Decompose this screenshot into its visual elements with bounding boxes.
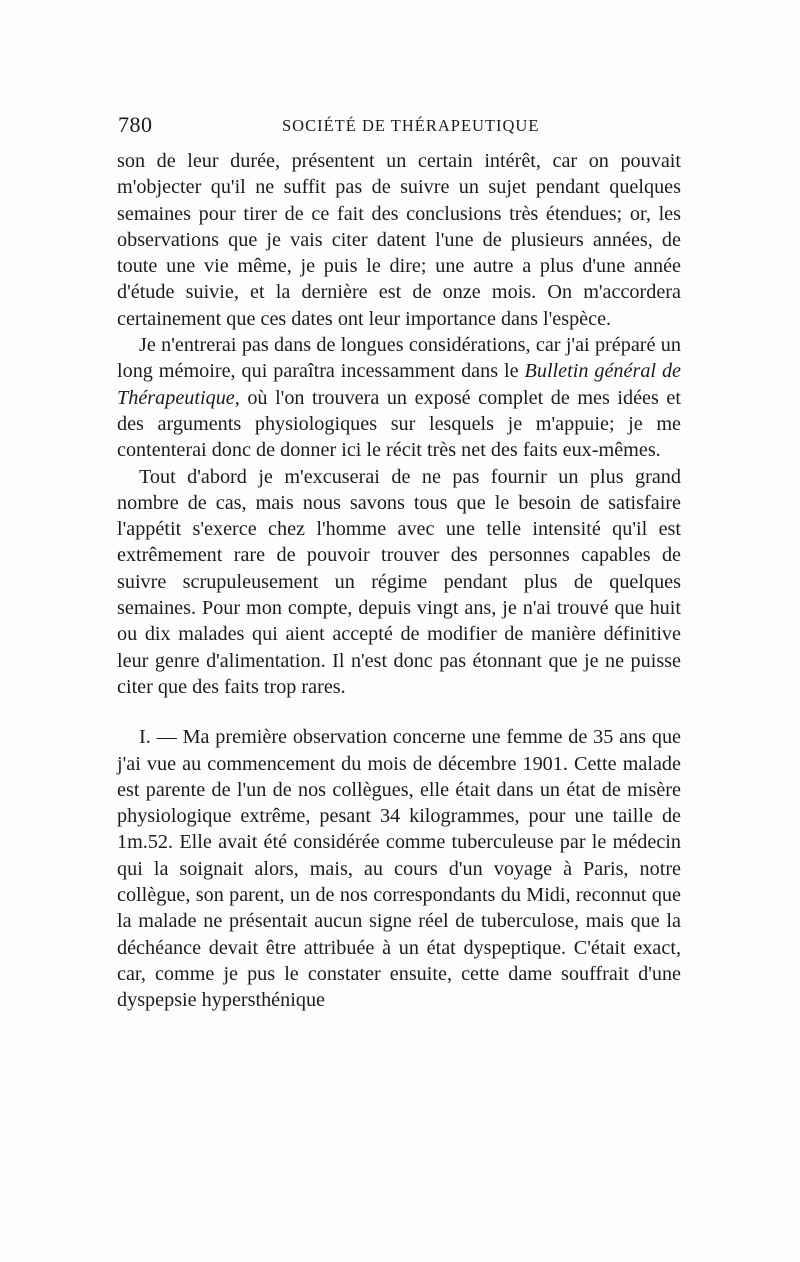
paragraph-excuse: Tout d'abord je m'excuserai de ne pas fournir un plus grand nombre de cas, mais nous savons tous que le besoin de satisfaire l'appétit s'exerce chez l'homme avec une telle intensité qu'il est extrêmement rare de pouvoir trouver des personnes capables de suivre scrupuleusement un régime pendant plus de quelques semaines. Pour mon compte, depuis vingt ans, je n'ai trouvé que huit ou dix malades qui aient accepté de modifier de manière définitive leur genre d'alimentation. Il n'est donc pas étonnant que je ne puisse citer que des faits trop rares.	[117, 465, 681, 698]
paragraph-text-before: Je n'entrerai pas dans de longues considérations, car j'ai préparé un long mémoire, qui paraîtra incessamment dans le	[117, 334, 681, 383]
journal-title-italic: Bulletin général de Thérapeutique,	[117, 360, 681, 409]
page-header	[118, 112, 682, 142]
page-number: 780	[118, 112, 153, 137]
paragraph-text-after: où l'on trouvera un exposé complet de mes idées et des arguments physiologiques sur lesquels je m'appuie; je me contenterai donc de donner ici le récit très net des faits eux-mêmes.	[117, 386, 681, 462]
paragraph-continuation: son de leur durée, présentent un certain intérêt, car on pouvait m'objecter qu'il ne suffit pas de suivre un sujet pendant quelques semaines pour tirer de ce fait des conclusions très étendues; or, les observations que je vais citer datent l'une de plusieurs années, de toute une vie même, je puis le dire; une autre a plus d'une année d'étude suivie, et la dernière est de onze mois. On m'accordera certainement que ces dates ont leur importance dans l'espèce.	[117, 150, 681, 330]
running-title: SOCIÉTÉ DE THÉRAPEUTIQUE	[282, 116, 540, 135]
paragraph-memoire	[117, 332, 681, 463]
paragraph-observation-1: I. — Ma première observation concerne une femme de 35 ans que j'ai vue au commencement du mois de décembre 1901. Cette malade est parente de l'un de nos collègues, elle était dans un état de misère physiologique extrême, pesant 34 kilogrammes, pour une taille de 1m.52. Elle avait été considérée comme tuberculeuse par le médecin qui la soignait alors, mais, au cours d'un voyage à Paris, notre collègue, son parent, un de nos correspondants du Midi, reconnut que la malade ne présentait aucun signe réel de tuberculose, mais que la déchéance devait être attribuée à un état dyspeptique. C'était exact, car, comme je pus le constater ensuite, cette dame souffrait d'une dyspepsie hypersthénique	[117, 726, 681, 1012]
body-text	[117, 148, 681, 1014]
